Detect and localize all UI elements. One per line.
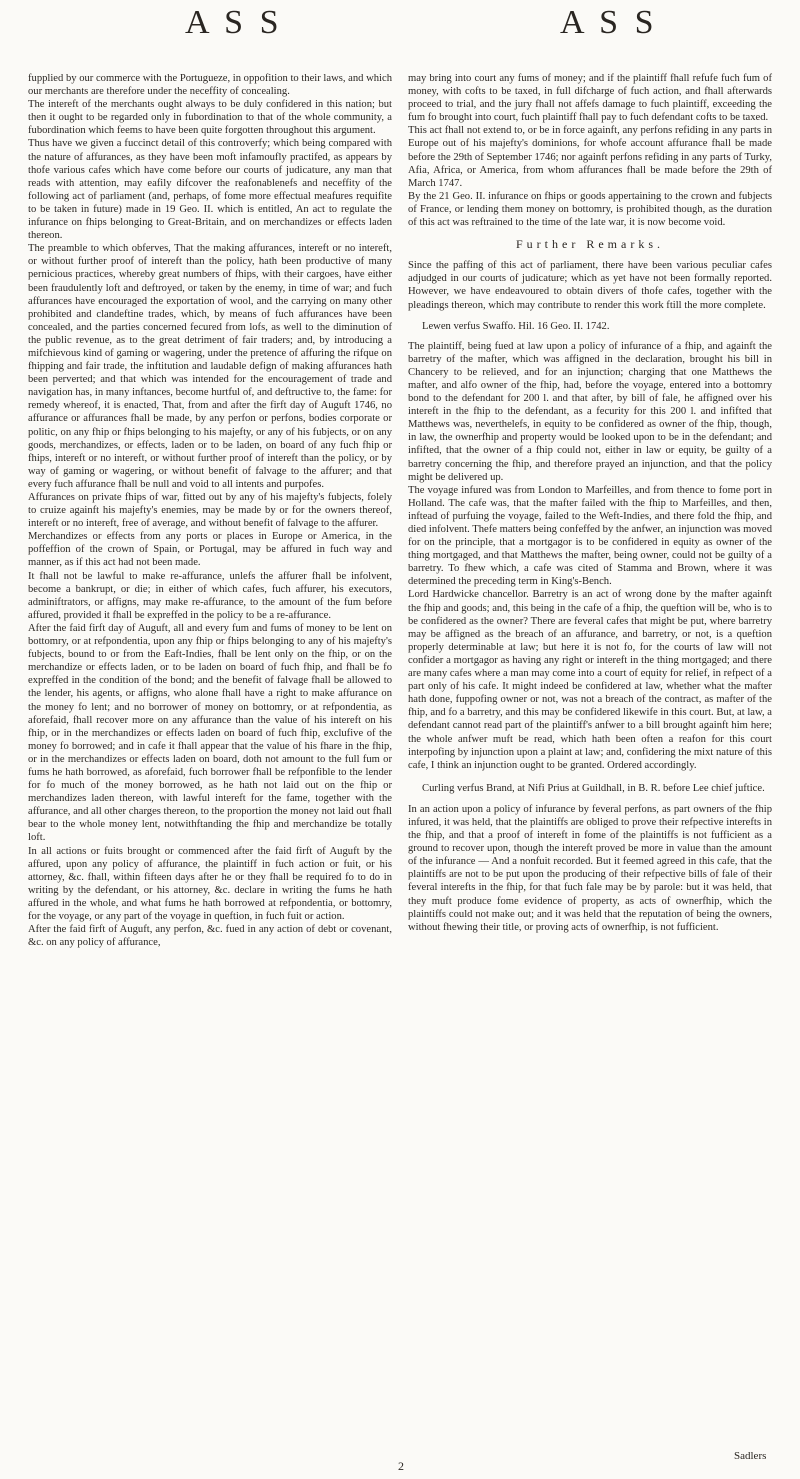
- paragraph: The intereft of the merchants ought always to be duly confidered in this nation; but then it ought to be regarded only in fubordination to that of the whole community, a fubordination which feems to have been quite forgotten throughout this argument.: [28, 99, 392, 137]
- paragraph: Merchandizes or effects from any ports or places in Europe or America, in the poffeffion of the crown of Spain, or Portugal, may be affured in fuch way and manner, as if this act had not been made.: [28, 531, 392, 569]
- left-column: [28, 72, 392, 949]
- running-head: [0, 0, 800, 64]
- paragraph: It fhall not be lawful to make re-affurance, unlefs the affurer fhall be infolvent, become a bankrupt, or die; in either of which cafes, fuch affurer, his executors, adminiftrators, or affigns, may make re-affurance, to the amount of the fum before affured, provided it fhall be expreffed in the policy to be a re-affurance.: [28, 570, 392, 621]
- paragraph: The plaintiff, being fued at law upon a policy of infurance of a fhip, and againft the barretry of the mafter, which was affigned in the declaration, brought his bill in Chancery to be relieved, and for an injunction; charging that one Matthews the mafter, and alfo owner of the fhip, had, before the voyage, entered into a bottomry bond to the defendant for 200 l. and that after, by bill of fale, he affigned over his intereft in the fhip to the defendant, as a fecurity for this 200 l. and infifted that Matthews was, neverthelefs, in equity to be confidered as owner of the fhip, though, in law, the ownerfhip and property would be looked upon to be in the defendant; and infifted, that the owner of a fhip could not, either in law or equity, be guilty of a barretry concerning the fhip, and therefore prayed an injunction, and that the policy might be delivered up.: [408, 340, 772, 483]
- paragraph: Affurances on private fhips of war, fitted out by any of his majefty's fubjects, folely to cruize againft his majefty's enemies, may be made by or for the owners thereof, intereft or no intereft, free of average, and without benefit of falvage to the affurer.: [28, 492, 392, 530]
- running-head-right: A S S: [560, 4, 658, 41]
- case-heading: Curling verfus Brand, at Nifi Prius at Guildhall, in B. R. before Lee chief juftice.: [422, 782, 765, 794]
- right-column: [408, 72, 772, 934]
- paragraph: After the faid firft day of Auguft, all and every fum and fums of money to be lent on bottomry, or at refpondentia, upon any fhip or fhips belonging to any of his majefty's fubjects, bound to or from the Eaft-Indies, fhall be lent only on the fhip, or on the merchandize or effects laden, or to be laden on board of fuch fhip, and fhall be fo expreffed in the condition of the bond; and the benefit of falvage fhall be allowed to the lender, his agents, or affigns, who alone fhall have a right to make affurance on the money fo lent; and no borrower of money on bottomry, or at refpondentia, as aforefaid, fhall recover more on any affurance than the value of his intereft on his fhip, or in the merchandizes or effects laden on board of fuch fhip, exclufive of the money fo borrowed; and in cafe it fhall appear that the value of his fhare in the fhip, or in the merchandizes or effects laden on board, doth not amount to the full fum or fums he hath borrowed, as aforefaid, fuch borrower fhall be refponfible to the lender for fo much of the money borrowed, as he hath not laid out on the fhip or merchandizes laden thereon, with lawful intereft for the fame, together with the affurance, and all other charges thereon, to the proportion the money not laid out fhall bear to the whole money lent, notwithftanding the fhip and merchandize be totally loft.: [28, 622, 392, 844]
- paragraph: Since the paffing of this act of parliament, there have been various peculiar cafes adjudged in our courts of judicature; which as yet have not been formally reported. However, we have endeavoured to obtain divers of thofe cafes, together with the pleadings thereon, which may contribute to render this work ftill the more complete.: [408, 260, 772, 311]
- paragraph: After the faid firft of Auguft, any perfon, &c. fued in any action of debt or covenant, &c. on any policy of affurance,: [28, 924, 392, 949]
- paragraph: Lord Hardwicke chancellor. Barretry is an act of wrong done by the mafter againft the fhip and goods; and, this being in the cafe of a fhip, the queftion will be, who is to be confidered as the owner? There are feveral cafes that might be put, where barretry may be affigned as the breach of an affurance, and barretry, or not, is a queftion properly determinable at law; but here it is not fo, for the courts of law will not confider a mortgagor as having any right or intereft in the thing mortgaged; and there are many cafes where a man may come into a court of equity for relief, in refpect of a part only of his cafe. It might indeed be confidered at law, whether what the mafter hath done, fuppofing owner or not, was not a breach of the contract, as mafter of the fhip, and fo a barretry, and this may be confidered likewife in this court. But, at law, a defendant cannot read part of the plaintiff's anfwer to a bill brought againft him here; the whole anfwer muft be read, which hath been often a reafon for this court interpofing by injunction upon a plaint at law; and, confidering the mixt nature of this cafe, I think an injunction ought to be granted. Ordered accordingly.: [408, 589, 772, 771]
- paragraph: may bring into court any fums of money; and if the plaintiff fhall refufe fuch fum of money, with cofts to be taxed, in full difcharge of fuch action, and fhall afterwards proceed to trial, and the jury fhall not affefs damage to fuch plaintiff, exceeding the fum fo brought into court, fuch plaintiff fhall pay to fuch defendant cofts to be taxed.: [408, 73, 772, 124]
- paragraph: The voyage infured was from London to Marfeilles, and from thence to fome port in Holland. The cafe was, that the mafter failed with the fhip to Marfeilles, and then, inftead of purfuing the voyage, failed to the Weft-Indies, and there fold the fhip, and died infolvent. Thefe matters being confeffed by the anfwer, an injunction was moved for on the principle, that a mortgagor is to be confidered in equity as owner of the thing mortgaged, and that Matthews the mafter, being owner, could not be guilty of a barretry. To fhew which, a cafe was cited of Stamma and Brown, where it was determined the preceding term in King's-Bench.: [408, 484, 772, 588]
- case-heading: Lewen verfus Swaffo. Hil. 16 Geo. II. 1742.: [422, 320, 610, 332]
- signature-mark: 2: [398, 1459, 404, 1473]
- paragraph: Thus have we given a fuccinct detail of this controverfy; which being compared with the nature of affurances, as they have been moft infamoufly practifed, as appears by thofe various cafes which have come before our courts of judicature, any man that reads with attention, may eafily difcover the reafonablenefs and neceffity of the following act of parliament (and, perhaps, of fome more effectual meafures requifite to be taken in future) made in 19 Geo. II. which is entitled, An act to regulate the infurance on fhips belonging to Great-Britain, and on merchandizes or effects laden thereon.: [28, 138, 392, 242]
- running-head-left: A S S: [185, 4, 283, 41]
- catchword: Sadlers: [734, 1450, 767, 1462]
- section-title: Further Remarks.: [516, 237, 664, 252]
- paragraph: This act fhall not extend to, or be in force againft, any perfons refiding in any parts in Europe out of his majefty's dominions, for whofe account affurance fhall be made before the 29th of September 1746; nor againft perfons refiding in any parts of Turky, Afia, Africa, or America, from whom affurances fhall be made before the 29th of March 1747.: [408, 125, 772, 189]
- paragraph: In all actions or fuits brought or commenced after the faid firft of Auguft by the affured, upon any policy of affurance, the plaintiff in fuch action or fuit, or his attorney, &c. fhall, within fifteen days after he or they fhall be required fo to do in writing by the defendant, or his attorney, &c. declare in writing the fums he hath affured in the whole, and what fums he hath borrowed at refpondentia, or bottomry, for the voyage, or any part of the voyage in queftion, in fuch fuit or action.: [28, 845, 392, 922]
- paragraph: By the 21 Geo. II. infurance on fhips or goods appertaining to the crown and fubjects of France, or lending them money on bottomry, is prohibited though, as the duration of this act was reftrained to the time of the late war, it is now become void.: [408, 190, 772, 229]
- paragraph: In an action upon a policy of infurance by feveral perfons, as part owners of the fhip infured, it was held, that the plaintiffs are obliged to prove their refpective interefts in the fhip, and that a proof of intereft in fome of the plaintiffs is not fufficient as a ground to recover upon, though the intereft proved be more in value than the amount of the infurance — And a nonfuit recorded. But it feemed agreed in this cafe, that the plaintiffs are not to be put upon the producing of their refpective bills of fale of their feveral interefts in the fhip, for that fuch fale may be by parole: but it was held, that they muft produce fome evidence of property, as acts of ownerfhip, which the plaintiffs could not make out; and it was held that the reputation of being the owners, without fhewing their title, or proving acts of ownerfhip, is not fufficient.: [408, 803, 772, 933]
- paragraph: fupplied by our commerce with the Portugueze, in oppofition to their laws, and which our merchants are therefore under the neceffity of concealing.: [28, 73, 392, 98]
- paragraph: The preamble to which obferves, That the making affurances, intereft or no intereft, or without further proof of intereft than the policy, hath been productive of many pernicious practices, whereby great numbers of fhips, with their cargoes, have either been fraudulently loft and deftroyed, or taken by the enemy, in time of war; and fuch affurances have encouraged the exportation of wool, and the carrying on many other prohibited and clandeftine trades, which, by means of fuch affurances have been concealed, and the parties concerned fecured from lofs, as well to the diminution of the public revenue, as to the great detriment of fair traders; and, by introducing a mifchievous kind of gaming or wagering, under the pretence of affuring the rifque on fhipping and fair trade, the inftitution and laudable defign of making affurances hath been perverted; and that which was intended for the encouragement of trade and navigation has, in many inftances, become hurtful of, and deftructive to, the fame: for remedy whereof, it is enacted, That, from and after the firft day of Auguft 1746, no affurance or affurances fhall be made, by any perfon or perfons, bodies corporate or politic, on any fhip or fhips belonging to his majefty, or any of his fubjects, or on any goods, merchandizes, or effects, laden or to be laden, on board of any fuch fhip or fhips, intereft or no intereft, or without further proof of intereft than the policy, or by way of gaming or wagering, or without benefit of falvage to the affurer; and that every fuch affurance fhall be null and void to all intents and purpofes.: [28, 243, 392, 490]
